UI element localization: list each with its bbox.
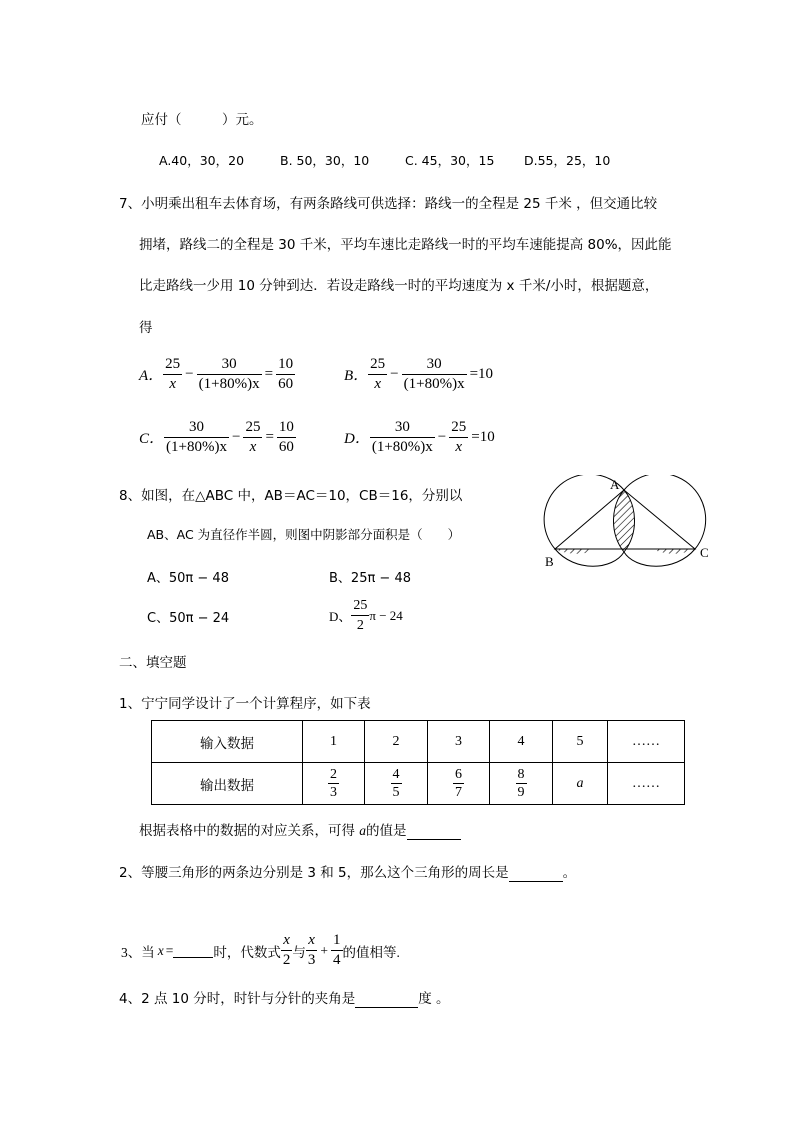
fraction: $\frac{10}{60}$	[278, 356, 294, 392]
fraction: $\frac{25}{x}$	[370, 356, 386, 392]
q7-line2: 拥堵，路线二的全程是 30 千米，平均车速比走路线一时的平均车速能提高 80%，因此能	[139, 237, 672, 253]
fraction: $\frac{6}{7}$	[455, 767, 462, 800]
q8-option-d: D、 $\frac{25}{2}$ π − 24	[329, 598, 403, 633]
triangle-semicircles-figure	[535, 475, 715, 570]
fraction: $\frac{30}{(1+80\%)x}$	[198, 356, 260, 392]
fraction: $\frac{2}{3}$	[330, 767, 337, 800]
table-cell: 2	[365, 721, 428, 763]
q7-line1: 7、小明乘出租车去体育场，有两条路线可供选择：路线一的全程是 25 千米 ，但交通比较	[119, 196, 658, 212]
shaded-lens	[613, 490, 634, 552]
fill-q1-intro: 1、宁宁同学设计了一个计算程序，如下表	[119, 696, 371, 712]
fill-q4: 4、2 点 10 分时，时针与分针的夹角是 度 。	[119, 991, 450, 1007]
q7-line3: 比走路线一少用 10 分钟到达．若设走路线一时的平均速度为 x 千米/小时，根据题意，	[139, 278, 659, 294]
shaded-lower-left	[555, 549, 595, 554]
table-cell	[490, 763, 553, 805]
q6-option-c: C. 45，30，15	[405, 153, 495, 168]
q7-option-a: A． $\frac{25}{x}$ − $\frac{30}{(1+80\%)x}$ = $\frac{10}{60}$	[139, 356, 294, 392]
answer-blank[interactable]	[355, 991, 418, 1008]
q8-option-a: A、50π − 48	[147, 571, 229, 586]
table-row	[152, 763, 685, 805]
table-cell: 1	[303, 721, 365, 763]
table-cell: ……	[608, 763, 685, 805]
fill-q1-answer-line: 根据表格中的数据的对应关系，可得 a的值是	[139, 819, 461, 840]
q8-line1: 8、如图，在△ABC 中，AB＝AC＝10，CB＝16，分别以	[119, 488, 463, 504]
fraction: $\frac{30}{(1+80\%)x}$	[403, 356, 465, 392]
table-cell: ……	[608, 721, 685, 763]
program-table	[151, 720, 685, 805]
section-title: 二、填空题	[119, 655, 187, 671]
answer-blank[interactable]	[509, 865, 563, 882]
q7-option-b: B． $\frac{25}{x}$ − $\frac{30}{(1+80\%)x}$ =10	[344, 356, 494, 392]
fill-q2: 2、等腰三角形的两条边分别是 3 和 5，那么这个三角形的周长是 。	[119, 865, 577, 881]
table-cell: a	[553, 763, 608, 805]
vertex-b-label: B	[545, 554, 554, 569]
fraction: $\frac{25}{2}$	[353, 598, 368, 633]
q6-tail: 应付（ ）元。	[141, 112, 263, 128]
vertex-c-label: C	[700, 545, 709, 560]
fraction: $\frac{x}{3}$	[307, 932, 316, 968]
q8-option-b: B、25π − 48	[329, 571, 411, 586]
table-cell	[303, 763, 365, 805]
table-cell: 3	[428, 721, 490, 763]
vertex-a-label: A	[610, 477, 620, 492]
table-cell: 5	[553, 721, 608, 763]
table-cell	[428, 763, 490, 805]
fraction: $\frac{25}{x}$	[165, 356, 181, 392]
table-cell: 输入数据	[152, 721, 303, 763]
fraction: $\frac{x}{2}$	[282, 932, 291, 968]
shaded-lower-right	[655, 549, 695, 554]
answer-blank[interactable]	[173, 943, 213, 958]
fraction: $\frac{10}{60}$	[278, 419, 294, 455]
q7-option-d: D． $\frac{30}{(1+80\%)x}$ − $\frac{25}{x}$ =10	[344, 419, 495, 455]
q7-option-c: C． $\frac{30}{(1+80\%)x}$ − $\frac{25}{x}$ = $\frac{10}{60}$	[139, 419, 294, 455]
fraction: $\frac{25}{x}$	[451, 419, 467, 455]
fraction: $\frac{30}{(1+80\%)x}$	[371, 419, 433, 455]
fraction: $\frac{8}{9}$	[517, 767, 525, 800]
answer-blank[interactable]	[407, 823, 461, 840]
fill-q3: 3、当 x = 时，代数式 $\frac{x}{2}$ 与 $\frac{x}{3}$ + $\frac{1}{4}$ 的值相等.	[121, 932, 400, 968]
table-cell: 4	[490, 721, 553, 763]
q7-line4: 得	[139, 320, 153, 336]
fraction: $\frac{4}{5}$	[392, 767, 400, 800]
table-cell	[365, 763, 428, 805]
fraction: $\frac{1}{4}$	[333, 932, 341, 968]
q6-option-a: A.40，30，20	[159, 153, 245, 168]
q8-line2: AB、AC 为直径作半圆，则图中阴影部分面积是（ ）	[147, 527, 461, 542]
table-cell: 输出数据	[152, 763, 303, 805]
table-row	[152, 721, 685, 763]
q6-option-b: B. 50，30，10	[280, 153, 370, 168]
fraction: $\frac{30}{(1+80\%)x}$	[166, 419, 227, 455]
fraction: $\frac{25}{x}$	[245, 419, 261, 455]
q6-option-d: D.55，25，10	[524, 153, 611, 168]
q8-option-c: C、50π − 24	[147, 611, 230, 626]
